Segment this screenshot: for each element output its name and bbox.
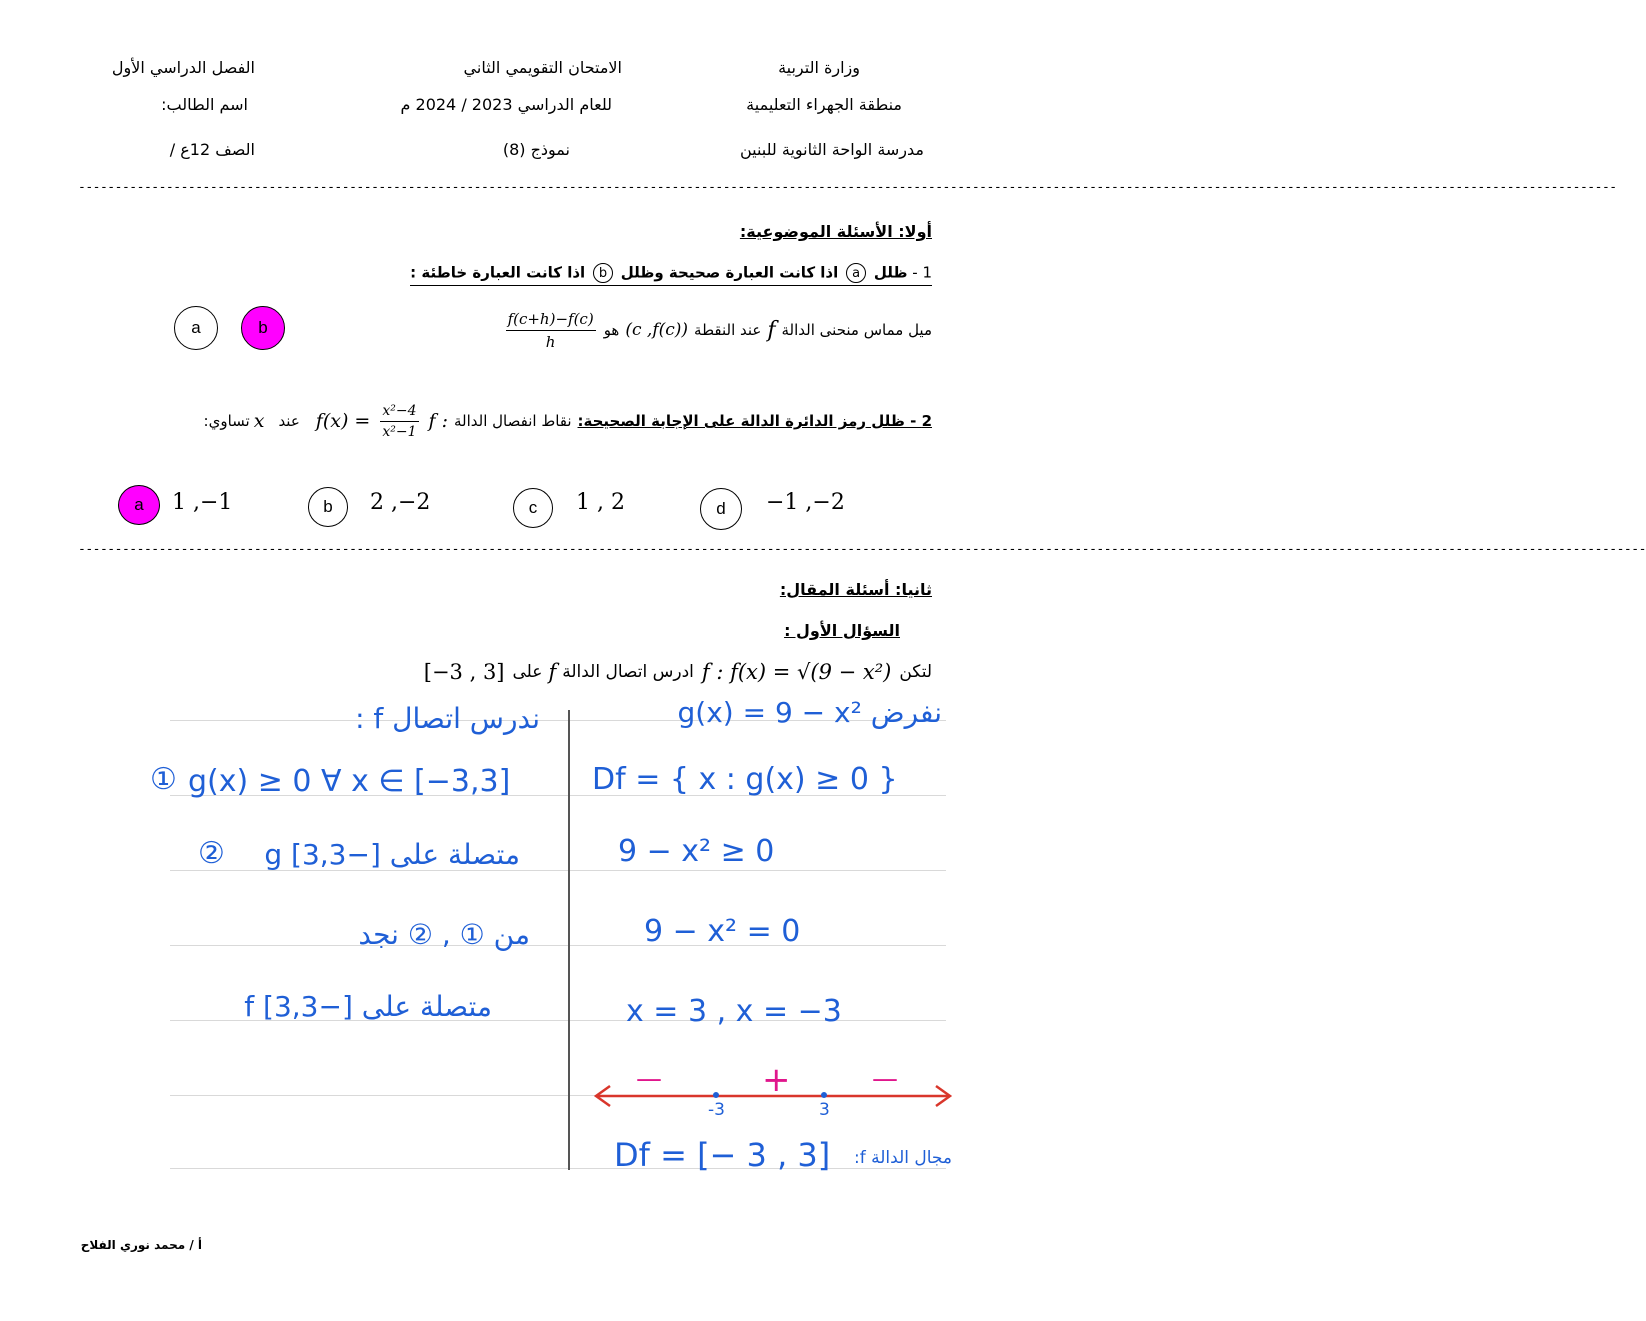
hw-left-line2: g متصلة على [−3,3] (264, 838, 520, 871)
q2-frac-den: x²−1 (382, 423, 417, 440)
q2-equals: تساوي: (203, 412, 250, 430)
q2-at: عند (278, 412, 300, 430)
hw-domain: Df = [− 3 , 3] (614, 1136, 831, 1174)
sign-left: — (636, 1064, 662, 1094)
q2-func-name: f : (428, 410, 448, 432)
author-credit: أ / محمد نوري الفلاح (80, 1238, 202, 1252)
zone-label: منطقة الجهراء التعليمية (746, 95, 902, 114)
hw-left-heading: ندرس اتصال f : (355, 702, 540, 735)
academic-year: للعام الدراسي 2023 / 2024 م (400, 95, 612, 114)
q1-statement-start: ميل مماس منحنى الدالة (781, 321, 932, 339)
prompt-mid: ادرس اتصال الدالة (562, 662, 694, 682)
q2-option-d[interactable]: d (700, 488, 742, 530)
sign-mid: + (762, 1060, 791, 1100)
essay-prompt (416, 660, 932, 684)
school-label: مدرسة الواحة الثانوية للبنين (739, 140, 924, 159)
q2-fraction (380, 403, 418, 440)
q1-statement-mid: عند النقطة (694, 321, 762, 339)
hw-right-line0: نفرض g(x) = 9 − x² (677, 696, 942, 729)
point-pos3 (821, 1092, 827, 1098)
q1-frac-num: f(c+h)−f(c) (506, 310, 596, 331)
q2-option-b-value: 2 ,−2 (370, 490, 431, 515)
q1-instruction-end: اذا كانت العبارة خاطئة : (410, 263, 586, 282)
q2-option-d-value: −1 ,−2 (766, 490, 845, 515)
q1-statement (498, 305, 932, 355)
q1-fraction (506, 310, 596, 351)
hw-domain-label: مجال الدالة f: (854, 1148, 952, 1168)
hw-right-line2: 9 − x² ≥ 0 (618, 834, 775, 869)
q2-option-a-value: 1 ,−1 (172, 490, 233, 515)
prompt-f: f (548, 660, 557, 684)
q2-var-x: x (253, 410, 265, 432)
question1-title: السؤال الأول : (784, 621, 900, 640)
hw-left-num1: ① (150, 762, 177, 797)
q1-number: 1 - (912, 263, 932, 282)
prompt-start: لتكن (899, 662, 932, 682)
section1-title: أولا: الأسئلة الموضوعية: (739, 222, 932, 241)
q1-option-a[interactable]: a (174, 306, 218, 350)
q1-frac-den: h (545, 332, 556, 351)
tick-neg3: -3 (708, 1100, 725, 1120)
prompt-func: f : f(x) = √(9 − x²) (701, 660, 892, 684)
hw-left-line3: من ① , ② نجد (358, 918, 530, 951)
hw-left-line4: f متصلة على [−3,3] (244, 990, 492, 1023)
grade-label: الصف 12ع / (169, 140, 255, 159)
q2-frac-num: x²−4 (380, 403, 418, 422)
hw-right-line1: Df = { x : g(x) ≥ 0 } (592, 762, 898, 797)
tick-pos3: 3 (819, 1100, 830, 1120)
model-number: نموذج (8) (502, 140, 570, 159)
header-divider: ------------------------------------------------------------------------------------------------------------------------------------------------------------------------------------------------------------------ (78, 180, 1617, 195)
q1-instruction (410, 263, 932, 286)
exam-title: الامتحان التقويمي الثاني (463, 58, 622, 77)
hw-right-line3: 9 − x² = 0 (644, 914, 801, 949)
q1-instruction-a: ظلل (873, 263, 908, 282)
q2-statement (204, 397, 932, 445)
inline-circle-a: a (846, 263, 866, 283)
prompt-interval: [−3 , 3] (423, 660, 505, 684)
q1-option-b[interactable]: b (241, 306, 285, 350)
inline-circle-b: b (593, 263, 613, 283)
q1-var-f: f (767, 317, 776, 343)
vertical-divider (568, 710, 570, 1170)
q2-text: نقاط انفصال الدالة (453, 412, 572, 430)
q1-instruction-mid: اذا كانت العبارة صحيحة وظلل (620, 263, 839, 282)
semester-label: الفصل الدراسي الأول (111, 58, 255, 77)
q2-prefix: 2 - ظلل رمز الدائرة الدالة على الإجابة الصحيحة: (577, 412, 932, 430)
ruled-line (170, 945, 946, 946)
section-divider: ---------------------------------------------------------------------------------------------------------------------------------------------------------------------------------------------------------------------- (78, 542, 1646, 557)
point-neg3 (713, 1092, 719, 1098)
q2-option-c-value: 1 , 2 (576, 490, 625, 515)
q1-point: (c ,f(c)) (625, 320, 689, 340)
q2-option-a[interactable]: a (118, 485, 160, 525)
section2-title: ثانيا: أسئلة المقال: (779, 580, 932, 599)
sign-right: — (872, 1064, 898, 1094)
student-name-label: اسم الطالب: (161, 95, 248, 114)
hw-right-line4: x = 3 , x = −3 (626, 994, 842, 1029)
ministry-label: وزارة التربية (778, 58, 860, 77)
hw-left-line1: g(x) ≥ 0 ∀ x ∈ [−3,3] (188, 764, 511, 799)
q2-option-c[interactable]: c (513, 488, 553, 528)
prompt-on: على (512, 662, 543, 682)
q2-option-b[interactable]: b (308, 487, 348, 527)
hw-left-num2: ② (198, 836, 225, 871)
q1-statement-is: هو (603, 321, 620, 339)
q2-fx: f(x) = (315, 410, 371, 432)
